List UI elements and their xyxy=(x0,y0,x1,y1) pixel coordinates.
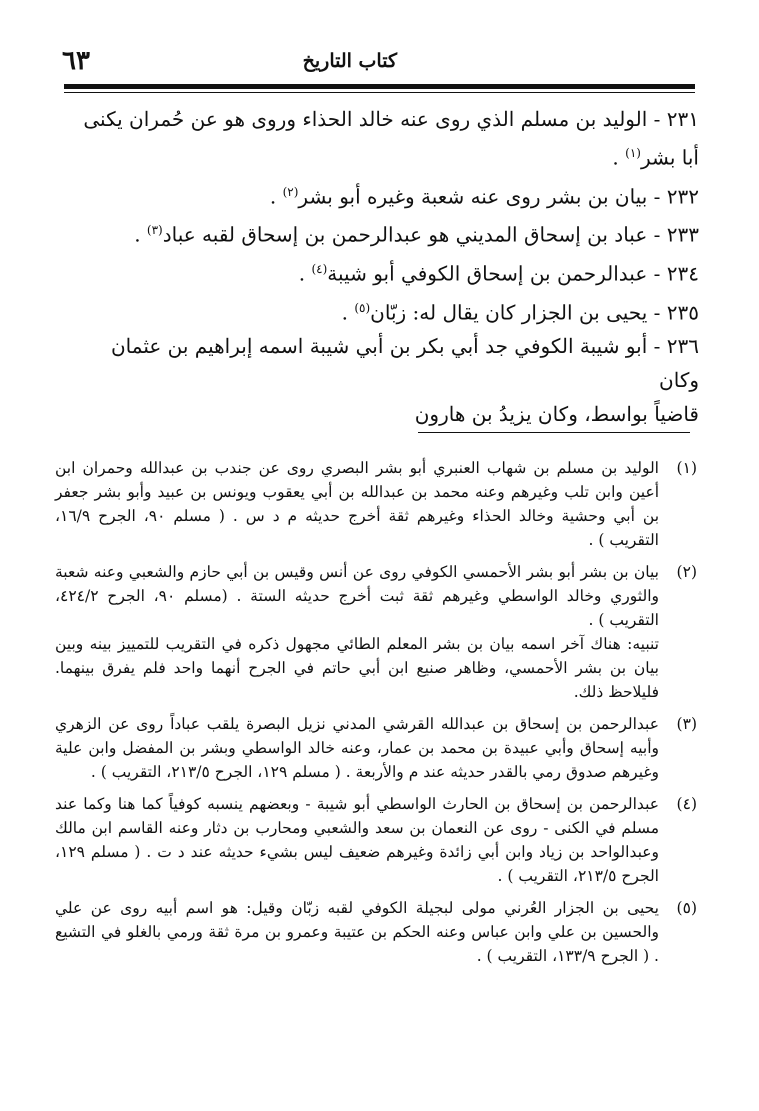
entry-end: . xyxy=(298,261,312,286)
entry-number: ٢٣١ xyxy=(666,107,699,131)
entry-number: ٢٣٣ xyxy=(666,222,699,247)
entry-text: عبدالرحمن بن إسحاق الكوفي أبو شيبة xyxy=(327,261,648,286)
footnote-number: (٢) xyxy=(676,563,697,581)
footnote-ref: (٥) xyxy=(354,300,371,315)
footnote-number: (٥) xyxy=(676,899,697,917)
entry-235: ٢٣٥ - يحيى بن الجزار كان يقال له: زبّان$^{(٥)}$ . xyxy=(341,300,699,325)
header-rule-thick xyxy=(64,84,695,89)
footnote-5 xyxy=(55,896,697,968)
footnote-separator xyxy=(418,432,690,433)
entry-text-cont: أبا بشر xyxy=(640,145,699,170)
entry-text: عباد بن إسحاق المديني هو عبدالرحمن بن إسحاق لقبه عباد xyxy=(162,222,648,247)
footnote-number: (٤) xyxy=(676,795,697,813)
entry-text: يحيى بن الجزار كان يقال له: زبّان xyxy=(370,300,648,325)
entry-text: بيان بن بشر روى عنه شعبة وغيره أبو بشر xyxy=(298,184,648,209)
footnote-2 xyxy=(55,560,697,704)
footnote-1 xyxy=(55,456,697,552)
entry-end: . xyxy=(612,145,626,170)
footnotes xyxy=(55,456,697,976)
entry-234: ٢٣٤ - عبدالرحمن بن إسحاق الكوفي أبو شيبة$^{(٤)}$ . xyxy=(298,261,699,286)
page-header xyxy=(62,42,697,82)
entry-text-cont: قاضياً بواسط، وكان يزيدُ بن هارون xyxy=(414,402,699,427)
entry-number: ٢٣٤ xyxy=(666,261,699,286)
entry-number: ٢٣٥ xyxy=(666,300,699,325)
entry-end: . xyxy=(269,184,283,209)
running-title: كتاب التاريخ xyxy=(302,50,397,72)
entry-text: أبو شيبة الكوفي جد أبي بكر بن أبي شيبة اسمه إبراهيم بن عثمان وكان xyxy=(110,334,699,393)
entry-232: ٢٣٢ - بيان بن بشر روى عنه شعبة وغيره أبو بشر$^{(٢)}$ . xyxy=(269,184,699,209)
footnote-ref: (٢) xyxy=(282,184,299,199)
footnote-3 xyxy=(55,712,697,784)
footnote-4 xyxy=(55,792,697,888)
header-rule-thin xyxy=(64,92,695,93)
footnote-ref: (٣) xyxy=(146,223,163,238)
entry-233: ٢٣٣ - عباد بن إسحاق المديني هو عبدالرحمن بن إسحاق لقبه عباد$^{(٣)}$ . xyxy=(134,222,699,247)
footnote-ref: (٤) xyxy=(311,261,328,276)
footnote-ref: (١) xyxy=(625,146,641,160)
page-number: ٦٣ xyxy=(62,46,90,76)
entry-number: ٢٣٦ xyxy=(666,334,699,359)
footnote-number: (١) xyxy=(676,459,697,477)
footnote-text: عبدالرحمن بن إسحاق بن الحارث الواسطي أبو شيبة - وبعضهم ينسبه كوفياً كما هنا وكما عند مسلم في الكنى - روى عن النعمان بن سعد والشعبي ومحارب بن دثار وعنه القاسم ابن مالك وعبدالواحد بن زياد وابن أبي زائدة وغيرهم ضعيف ليس بشيء حديثه عند د ت . ( مسلم ١٢٩، الجرح ٢١٣/٥، التقريب ) . xyxy=(55,795,659,885)
entry-231: ٢٣١ - الوليد بن مسلم الذي روى عنه خالد الحذاء وروى هو عن حُمران يكنى أبا بشر$^{(١)}$ . xyxy=(83,107,699,170)
entry-end: . xyxy=(341,300,355,325)
main-text xyxy=(78,102,699,431)
entry-number: ٢٣٢ xyxy=(666,184,699,209)
footnote-note: تنبيه: هناك آخر اسمه بيان بن بشر المعلم الطائي مجهول ذكره في التقريب للتمييز بينه وبين بيان بن بشر الأحمسي، وظاهر صنيع ابن أبي حاتم في الجرح أنهما واحد فلم يفرق بينهما. فليلاحظ ذلك. xyxy=(55,635,659,701)
entry-236: ٢٣٦ - أبو شيبة الكوفي جد أبي بكر بن أبي شيبة اسمه إبراهيم بن عثمان وكان قاضياً بواسط، وكان يزيدُ بن هارون xyxy=(110,334,699,427)
entry-text: الوليد بن مسلم الذي روى عنه خالد الحذاء وروى هو عن حُمران يكنى xyxy=(83,107,648,131)
footnote-text: يحيى بن الجزار العُرني مولى لبجيلة الكوفي لقبه زبّان وقيل: هو اسم أبيه روى عن علي والحسين بن علي وابن عباس وعنه الحكم بن عتيبة وعمرو بن مرة ثقة ورمي بالغلو في التشيع . ( الجرح ١٣٣/٩، التقريب ) . xyxy=(55,899,659,965)
entry-end: . xyxy=(134,222,147,247)
footnote-number: (٣) xyxy=(676,715,697,733)
footnote-text: بيان بن بشر أبو بشر الأحمسي الكوفي روى عن أنس وقيس بن أبي حازم والشعبي وعنه شعبة والثوري وخالد الواسطي وغيرهم ثقة ثبت أخرج حديثه الستة . (مسلم ٩٠، الجرح ٤٢٤/٢، التقريب ) . xyxy=(55,563,659,629)
footnote-text: عبدالرحمن بن إسحاق بن عبدالله القرشي المدني نزيل البصرة يلقب عباداً روى عن الزهري وأبيه إسحاق وأبي عبيدة بن محمد بن عمار، وعنه خالد الواسطي وبشر بن المفضل وابن علية وغيرهم صدوق رمي بالقدر حديثه عند م والأربعة . ( مسلم ١٢٩، الجرح ٢١٣/٥، التقريب ) . xyxy=(55,715,659,781)
footnote-text: الوليد بن مسلم بن شهاب العنبري أبو بشر البصري روى عن جندب بن عبدالله وحمران ابن أعين وابن تلب وغيرهم وعنه محمد بن عبدالله بن أبي يعقوب ويونس بن عبيد وأبو بشر جعفر بن أبي وحشية وخالد الحذاء وغيرهم ثقة أخرج حديثه م د س . ( مسلم ٩٠، الجرح ١٦/٩، التقريب ) . xyxy=(55,459,660,549)
